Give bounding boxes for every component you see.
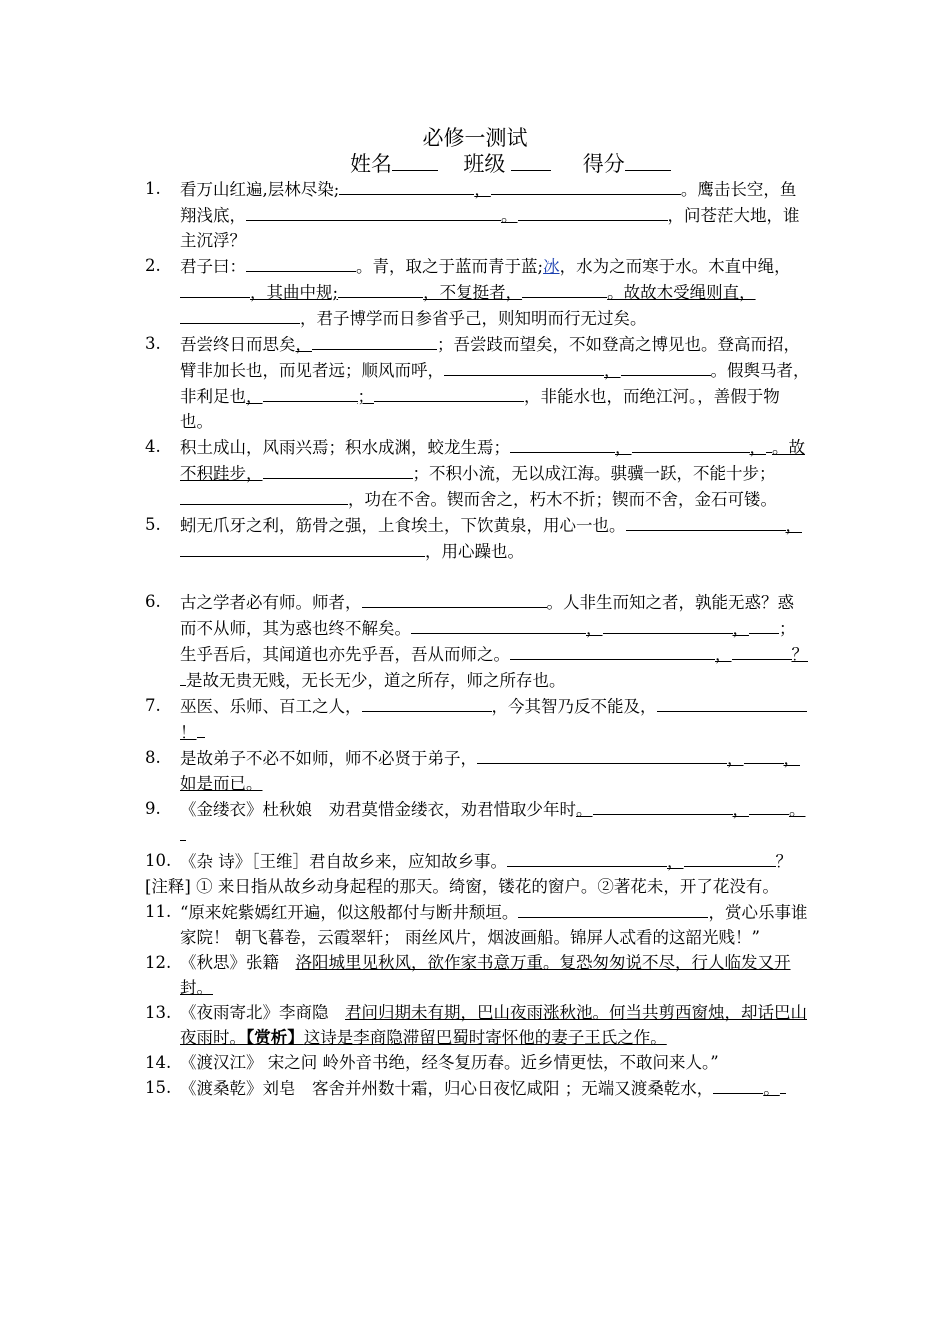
answer-blank[interactable] <box>684 848 776 867</box>
question-text: 。假舆马者，非利足也 <box>180 361 810 406</box>
question-text: 《夜雨寄北》李商隐 <box>180 1003 345 1022</box>
question-text: 《渡汉江》 宋之问 岭外音书绝，经冬复历春。近乡情更怯，不敢问来人。” <box>180 1053 719 1072</box>
question-number: 14. <box>145 1053 172 1072</box>
question-item <box>145 1075 810 1101</box>
question-number: 6. <box>145 592 161 611</box>
question-item <box>145 796 810 848</box>
question-text: ，用心躁也。 <box>425 542 524 561</box>
poem-text: 君问归期未有期，巴山夜雨涨秋池。何当共剪西窗烛，却话巴山夜雨时。 <box>180 1003 807 1047</box>
name-blank[interactable] <box>392 150 438 171</box>
question-text: ， <box>474 180 491 199</box>
answer-blank[interactable] <box>180 305 300 324</box>
question-text: 。 <box>763 1079 780 1098</box>
class-blank[interactable] <box>511 150 551 171</box>
answer-blank[interactable] <box>507 848 667 867</box>
question-text: 君子曰： <box>180 257 246 276</box>
question-text: 蚓无爪牙之利，筋骨之强，上食埃土，下饮黄泉，用心一也。 <box>180 516 626 535</box>
question-number: 4. <box>145 437 161 456</box>
appreciation-text: 这诗是李商隐滞留巴蜀时寄怀他的妻子王氏之作。 <box>303 1028 667 1047</box>
question-text: ；生乎吾后，其闻道也亦先乎吾，吾从而师之。 <box>180 619 796 664</box>
answer-blank[interactable] <box>411 615 586 634</box>
page-title: 必修一测试 <box>422 126 528 150</box>
answer-blank[interactable] <box>338 279 423 298</box>
question-text: ， <box>785 516 802 535</box>
question-text: 。 <box>576 800 593 819</box>
question-item <box>145 1050 810 1075</box>
answer-blank[interactable] <box>246 202 501 221</box>
question-number: 2. <box>145 256 161 275</box>
question-text: “原来姹紫嫣红开遍，似这般都付与断井颓垣。 <box>180 903 519 922</box>
question-text: ， <box>732 619 749 638</box>
answer-blank[interactable] <box>362 693 492 712</box>
question-text: 巫医、乐师、百工之人， <box>180 697 362 716</box>
question-number: 3. <box>145 334 161 353</box>
question-text: 是故无贵无贱，无长无少，道之所存，师之所存也。 <box>186 671 566 690</box>
answer-blank[interactable] <box>312 331 437 350</box>
question-text: 。青，取之于蓝而青于蓝; <box>356 257 544 276</box>
question-number: 1. <box>145 179 161 198</box>
answer-blank[interactable] <box>246 253 356 272</box>
appreciation-label: 【赏析】 <box>246 1028 304 1047</box>
answer-blank[interactable] <box>263 383 358 402</box>
question-text: ，其曲中规; <box>250 283 339 302</box>
question-number: 5. <box>145 515 161 534</box>
question-text: 。 <box>501 206 518 225</box>
question-text: ，不复挺者， <box>423 283 523 302</box>
question-text: 积土成山，风雨兴焉；积水成渊，蛟龙生焉； <box>180 438 510 457</box>
question-text: ； <box>357 387 374 406</box>
answer-blank[interactable] <box>180 538 425 557</box>
question-item <box>145 745 810 796</box>
question-item <box>145 331 810 434</box>
question-text: ，如是而已。 <box>180 749 800 793</box>
question-text: ，问苍茫大地，谁主沉浮？ <box>180 206 800 250</box>
question-text: 古之学者必有师。师者， <box>180 593 362 612</box>
question-item <box>145 1000 810 1050</box>
question-number: 8. <box>145 748 161 767</box>
answer-blank[interactable] <box>477 745 727 764</box>
answer-blank[interactable] <box>522 279 607 298</box>
poem-text: 洛阳城里见秋风，欲作家书意万重。复恐匆匆说不尽，行人临发又开封。 <box>180 953 791 997</box>
question-number: 7. <box>145 696 161 715</box>
question-text: 《金缕衣》杜秋娘 劝君莫惜金缕衣，劝君惜取少年时 <box>180 800 576 819</box>
question-text: 《杂 诗》［王维］君自故乡来，应知故乡事。 <box>180 852 507 871</box>
answer-blank[interactable] <box>657 693 807 712</box>
answer-blank[interactable] <box>180 279 250 298</box>
question-item <box>145 950 810 1000</box>
question-text: 《渡桑乾》刘皂 客舍并州数十霜，归心日夜忆咸阳 ；无端又渡桑乾水， <box>180 1079 714 1098</box>
question-text: 。 <box>789 800 806 819</box>
answer-blank[interactable] <box>510 434 615 453</box>
question-text: ， <box>727 749 744 768</box>
answer-blank[interactable] <box>510 641 715 660</box>
question-number: 13. <box>145 1003 172 1022</box>
question-text: ？ <box>775 852 792 871</box>
question-text: ， <box>246 464 263 483</box>
question-item <box>145 434 810 512</box>
question-text: ， <box>732 800 749 819</box>
answer-blank[interactable] <box>491 176 681 195</box>
answer-blank[interactable] <box>744 745 784 764</box>
question-text: ，水为之而寒于水。木直中绳， <box>559 257 791 276</box>
question-number: 9. <box>145 799 161 818</box>
question-text: ；吾尝跂而望矣，不如登高之博见也。登高而招，臂非加长也，而见者远；顺风而呼， <box>180 335 800 380</box>
question-text: ；不积小流，无以成江海。骐骥一跃，不能十步； <box>412 464 776 483</box>
answer-blank[interactable] <box>339 176 474 195</box>
answer-blank[interactable] <box>713 1075 763 1094</box>
answer-blank[interactable] <box>593 796 733 815</box>
answer-blank[interactable] <box>263 460 413 479</box>
question-list <box>145 176 810 1101</box>
name-label: 姓名 <box>350 152 392 176</box>
question-text: ， <box>749 438 766 457</box>
answer-blank[interactable] <box>374 383 524 402</box>
question-item <box>145 253 810 331</box>
question-text: 。鹰击长空，鱼翔浅底， <box>180 180 797 225</box>
question-number: 12. <box>145 953 172 972</box>
question-text: 。人非生而知之者，孰能无惑？惑而不从师，其为惑也终不解矣。 <box>180 593 794 638</box>
question-text: ，君子博学而日参省乎己，则知明而行无过矣。 <box>300 309 647 328</box>
question-text: ，今其智乃反不能及， <box>491 697 657 716</box>
question-text: ，非能水也，而绝江河。，善假于物也。 <box>180 387 780 431</box>
question-text: ， <box>295 335 312 354</box>
score-label: 得分 <box>582 152 625 176</box>
answer-blank[interactable] <box>621 357 711 376</box>
question-text: ！ <box>180 723 197 742</box>
answer-blank[interactable] <box>632 434 750 453</box>
answer-blank[interactable] <box>749 796 789 815</box>
answer-blank[interactable] <box>180 822 186 841</box>
answer-blank[interactable] <box>362 589 547 608</box>
question-text: 看万山红遍,层林尽染; <box>180 180 340 199</box>
question-text: ， <box>586 619 603 638</box>
question-text: ， <box>615 438 632 457</box>
answer-blank[interactable] <box>780 1075 786 1094</box>
question-text: ， <box>667 852 684 871</box>
hyperlink[interactable]: 冰 <box>543 257 560 276</box>
question-text: 《秋思》张籍 <box>180 953 296 972</box>
answer-blank[interactable] <box>180 486 348 505</box>
score-blank[interactable] <box>625 150 671 171</box>
question-text: 吾尝终日而思矣 <box>180 335 296 354</box>
question-text: ，赏心乐事谁家院！ 朝飞暮卷，云霞翠轩； 雨丝风片，烟波画船。锦屏人忒看的这韶光贱！” <box>180 903 808 947</box>
question-text: ， <box>715 645 732 664</box>
question-item <box>145 899 810 950</box>
answer-blank[interactable] <box>749 615 779 634</box>
answer-blank[interactable] <box>518 899 708 918</box>
answer-blank[interactable] <box>603 615 733 634</box>
question-text: ，功在不舍。锲而舍之，朽木不折；锲而不舍，金石可镂。 <box>348 490 777 509</box>
question-number: 15. <box>145 1078 172 1097</box>
answer-blank[interactable] <box>197 719 205 738</box>
question-number: 11. <box>145 902 172 921</box>
question-item <box>145 176 810 253</box>
class-label: 班级 <box>463 152 506 176</box>
answer-blank[interactable] <box>444 357 604 376</box>
annotation-note: [注释] ① 来日指从故乡动身起程的那天。绮窗，镂花的窗户。②著花未，开了花没有。 <box>145 877 779 896</box>
answer-blank[interactable] <box>732 641 792 660</box>
question-text: ， <box>246 387 263 406</box>
question-item <box>145 848 810 874</box>
question-item <box>145 589 810 693</box>
answer-blank[interactable] <box>626 512 786 531</box>
question-number: 10. <box>145 851 172 870</box>
answer-blank[interactable] <box>518 202 668 221</box>
question-text: 。故故木受绳则直， <box>607 283 756 302</box>
question-text: 是故弟子不必不如师，师不必贤于弟子， <box>180 749 477 768</box>
question-item <box>145 512 810 564</box>
student-info-row <box>350 150 671 178</box>
question-text: ？ <box>791 645 808 664</box>
question-item <box>145 693 810 745</box>
question-text: ， <box>604 361 621 380</box>
question-text: 。故不积跬步 <box>180 438 805 483</box>
